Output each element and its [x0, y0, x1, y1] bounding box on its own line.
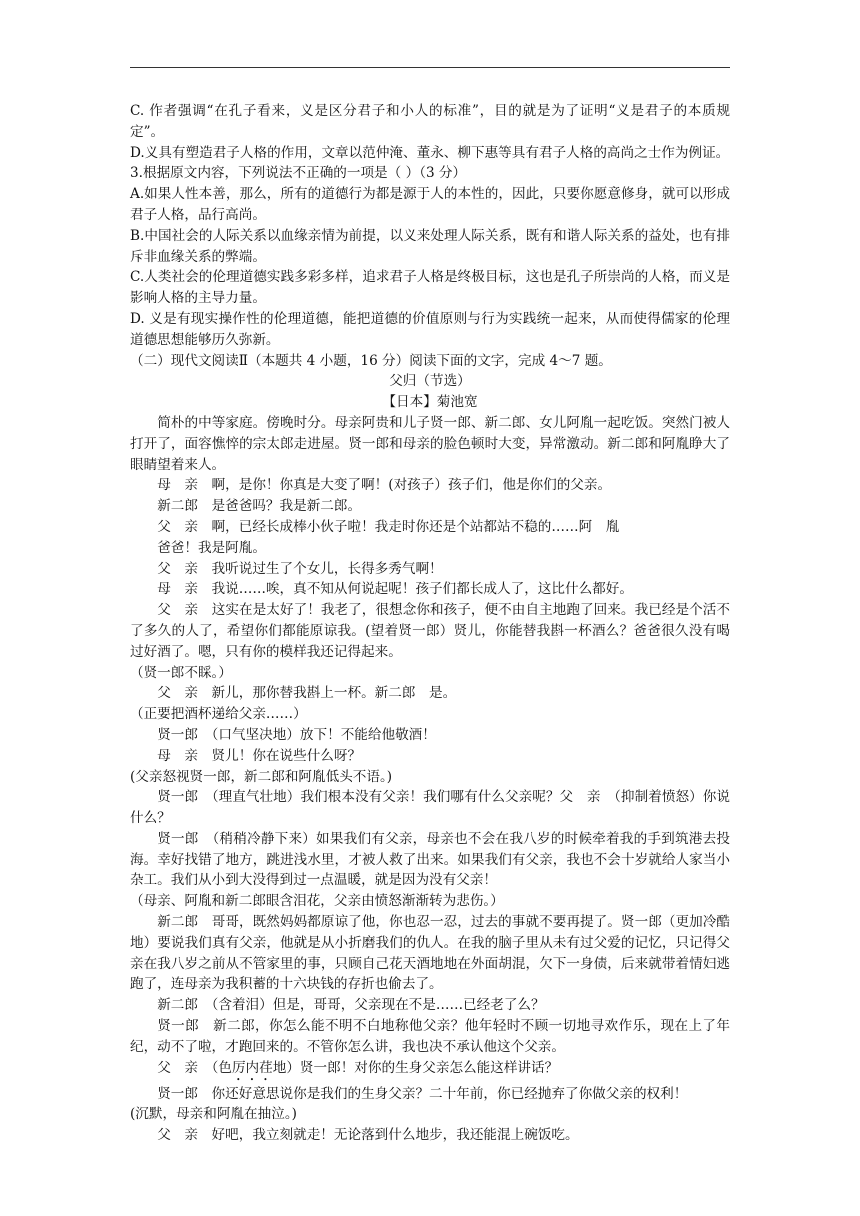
section-heading: （二）现代文阅读Ⅱ（本题共 4 小题，16 分）阅读下面的文字，完成 4～7 题。	[130, 352, 612, 369]
document-body	[130, 101, 730, 1146]
scene-paragraph: 简朴的中等家庭。傍晚时分。母亲阿贵和儿子贤一郎、新二郎、女儿阿胤一起吃饭。突然门被人打开了，面容憔悴的宗太郎走进屋。贤一郎和母亲的脸色顿时大变，异常激动。新二郎和阿胤睁大了眼睛望着来人。	[130, 414, 730, 473]
stage-direction: （母亲、阿胤和新二郎眼含泪花，父亲由愤怒渐渐转为悲伤。）	[130, 893, 504, 910]
question-3-option-d: D. 义是有现实操作性的伦理道德，能把道德的价值原则与行为实践统一起来，从而使得儒家的伦理道德思想能够历久弥新。	[130, 310, 730, 348]
dialogue-text: 地）贤一郎！对你的生身父亲怎么能这样讲话？	[272, 1059, 559, 1076]
dialogue-line: 贤一郎 （稍稍冷静下来）如果我们有父亲，母亲也不会在我八岁的时候牵着我的手到筑港去投海。幸好找错了地方，跳进浅水里，才被人救了出来。如果我们有父亲，我也不会十岁就给人家当小杂工。我们从小到大没得到过一点温暖，就是因为没有父亲！	[130, 830, 730, 889]
header-rule	[130, 67, 730, 68]
dialogue-line: 父 亲 啊，已经长成棒小伙子啦！我走时你还是个站都站不稳的……阿 胤	[157, 518, 620, 535]
stage-direction: （贤一郎不睬。）	[130, 664, 232, 681]
question-3: 3.根据原文内容，下列说法不正确的一项是（ ）（3 分）	[130, 165, 467, 182]
dialogue-line: 贤一郎 你还好意思说你是我们的生身父亲？二十年前，你已经抛弃了你做父亲的权利！	[157, 1085, 688, 1102]
dialogue-line: 爸爸！我是阿胤。	[157, 539, 266, 556]
question-3-option-c: C.人类社会的伦理道德实践多彩多样，追求君子人格是终极目标，这也是孔子所崇尚的人格，而义是影响人格的主导力量。	[130, 269, 730, 307]
dialogue-text: 父 亲 （色	[157, 1059, 232, 1076]
emphasized-phrase: 厉内荏	[231, 1059, 273, 1076]
dialogue-line: 新二郎 哥哥，既然妈妈都原谅了他，你也忍一忍，过去的事就不要再提了。贤一郎（更加冷酷地）要说我们真有父亲，他就是从小折磨我们的仇人。在我的脑子里从未有过父爱的记忆，只记得父亲在我八岁之前从不管家里的事，只顾自己花天酒地地在外面胡混，欠下一身债，后来就带着情妇逃跑了，连母亲为我积蓄的十六块钱的存折也偷去了。	[130, 914, 730, 993]
dialogue-line: 新二郎 （含着泪）但是，哥哥，父亲现在不是……已经老了么？	[157, 997, 545, 1014]
dialogue-line: 新二郎 是爸爸吗？我是新二郎。	[157, 498, 362, 515]
dialogue-line: 父 亲 新儿，那你替我斟上一杯。新二郎 是。	[157, 685, 457, 702]
question-3-option-b: B.中国社会的人际关系以血缘亲情为前提，以义来处理人际关系，既有和谐人际关系的益处，也有排斥非血缘关系的弊端。	[130, 227, 730, 265]
dialogue-line: 母 亲 我说……唉，真不知从何说起呢！孩子们都长成人了，这比什么都好。	[157, 581, 633, 598]
dialogue-line: 父 亲 好吧，我立刻就走！无论落到什么地步，我还能混上碗饭吃。	[157, 1127, 579, 1144]
dialogue-line	[130, 1058, 730, 1084]
dialogue-line: 父 亲 这实在是太好了！我老了，很想念你和孩子，便不由自主地跑了回来。我已经是个活不了多久的人了，希望你们都能原谅我。(望着贤一郎）贤儿，你能替我斟一杯酒么？爸爸很久没有喝过好酒了。嗯，只有你的模样我还记得起来。	[130, 602, 730, 660]
stage-direction: （正要把酒杯递给父亲……）	[130, 706, 307, 723]
option-d: D.义具有塑造君子人格的作用，文章以范仲淹、董永、柳下惠等具有君子人格的高尚之士作为例证。	[130, 144, 730, 161]
dialogue-line: 母 亲 啊，是你！你真是大变了啊！(对孩子）孩子们，他是你们的父亲。	[157, 477, 612, 494]
dialogue-line: 父 亲 我听说过生了个女儿，长得多秀气啊！	[157, 560, 443, 577]
question-3-option-a: A.如果人性本善，那么，所有的道德行为都是源于人的本性的，因此，只要你愿意修身，就可以形成君子人格，品行高尚。	[130, 186, 730, 223]
dialogue-line: 贤一郎 （理直气壮地）我们根本没有父亲！我们哪有什么父亲呢？父 亲 （抑制着愤怒）你说什么？	[130, 789, 730, 827]
dialogue-line: 母 亲 贤儿！你在说些什么呀？	[157, 747, 362, 764]
stage-direction: (父亲怒视贤一郎，新二郎和阿胤低头不语。)	[130, 768, 393, 785]
stage-direction: (沉默，母亲和阿胤在抽泣。)	[130, 1106, 297, 1123]
dialogue-line: 贤一郎 新二郎，你怎么能不明不白地称他父亲？他年轻时不顾一切地寻欢作乐，现在上了年纪，动不了啦，才跑回来的。不管你怎么讲，我也决不承认他这个父亲。	[130, 1018, 730, 1055]
option-c: C. 作者强调“在孔子看来，义是区分君子和小人的标准”，目的就是为了证明“义是君子的本质规定”。	[130, 103, 730, 140]
passage-title: 父归（节选）	[389, 373, 471, 390]
dialogue-line: 贤一郎 （口气坚决地）放下！不能给他敬酒！	[157, 726, 436, 743]
passage-author: 【日本】菊池宽	[382, 394, 478, 411]
